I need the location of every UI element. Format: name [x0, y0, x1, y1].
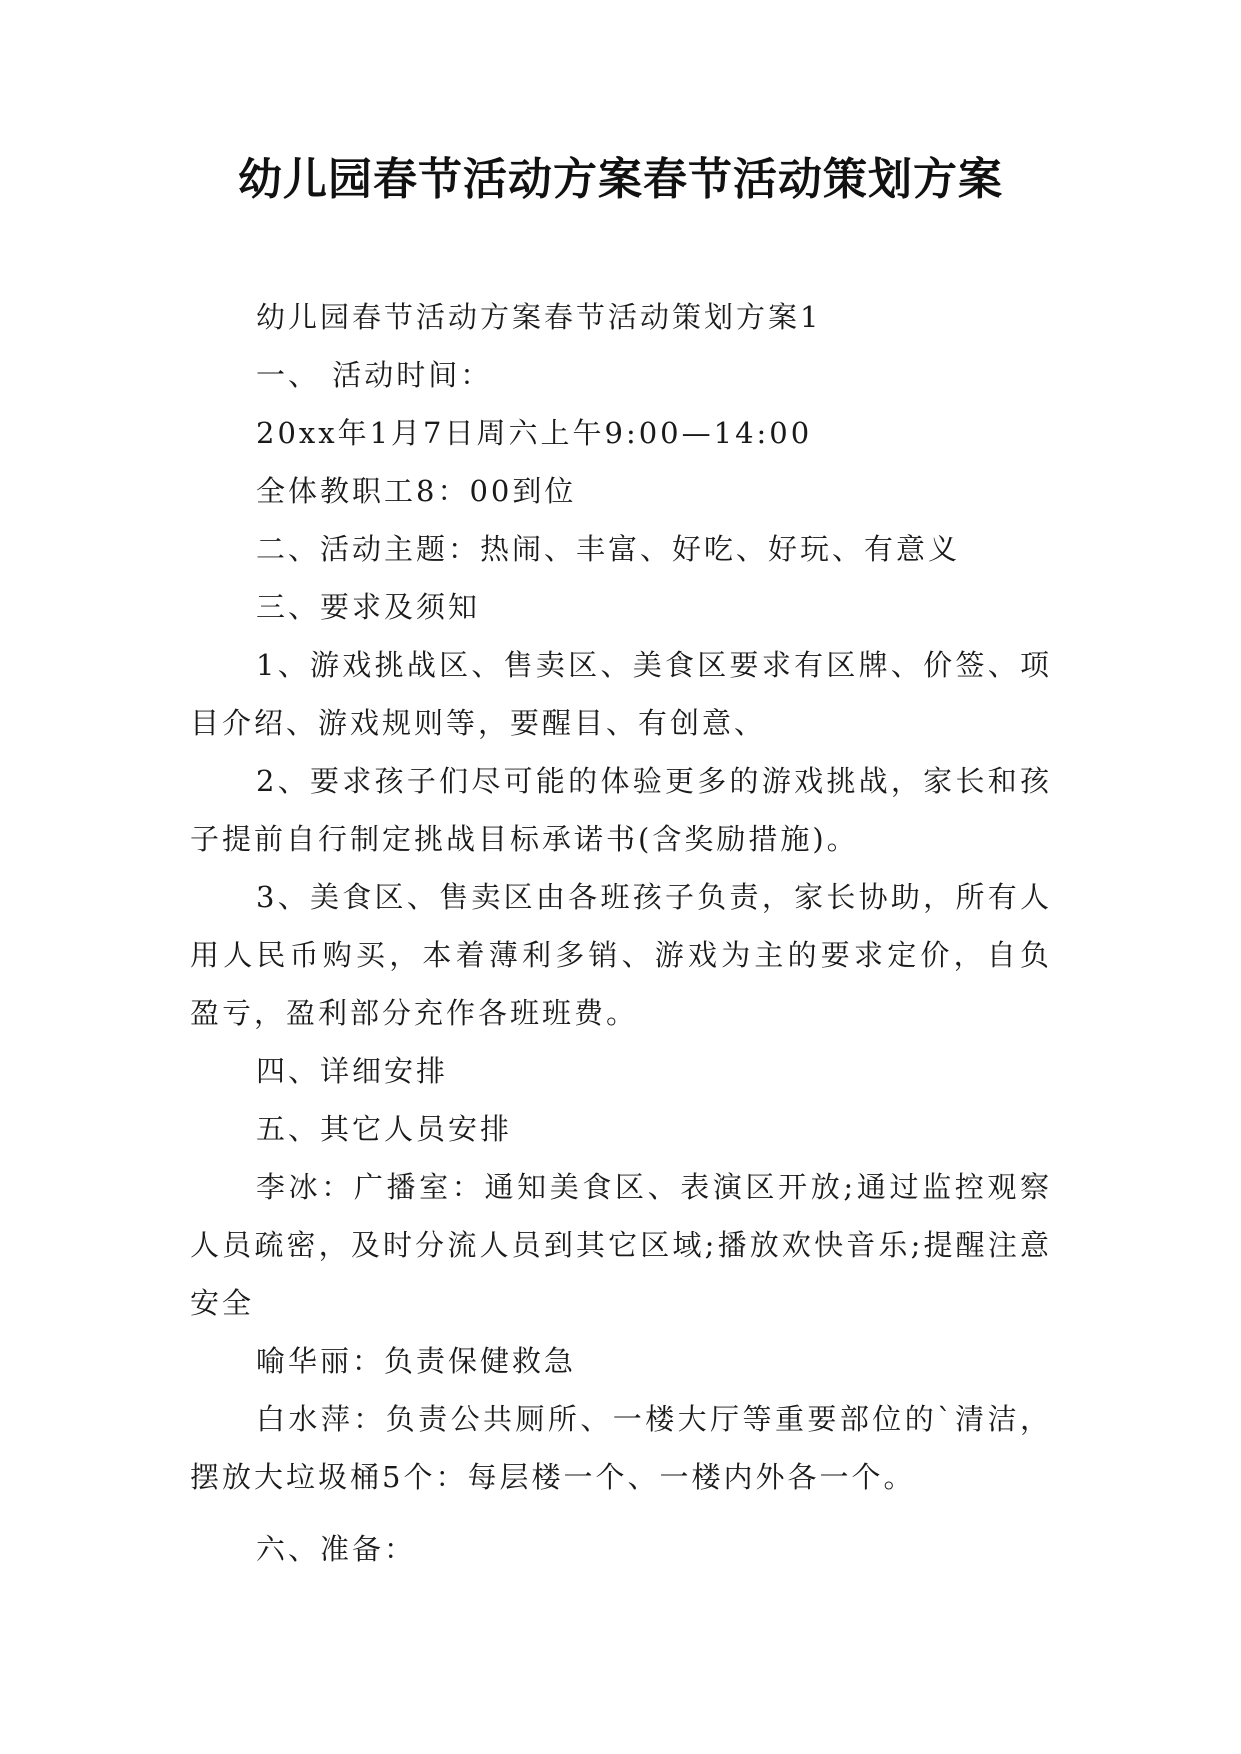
- paragraph-section-preparation: 六、准备：: [256, 1532, 417, 1566]
- paragraph-requirement-3: 3、美食区、售卖区由各班孩子负责，家长协助，所有人用人民币购买，本着薄利多销、游戏为主的要求定价，自负盈亏，盈利部分充作各班班费。: [190, 880, 1052, 1030]
- paragraph-section-requirements: 三、要求及须知: [256, 590, 481, 624]
- paragraph-section-details: 四、详细安排: [256, 1054, 449, 1088]
- paragraph-date-time: 20xx年1月7日周六上午9:00—14:00: [256, 416, 813, 450]
- paragraph-plan-heading: 幼儿园春节活动方案春节活动策划方案1: [256, 300, 822, 334]
- paragraph-section-staff: 五、其它人员安排: [256, 1112, 513, 1146]
- paragraph-section-theme: 二、活动主题：热闹、丰富、好吃、好玩、有意义: [256, 532, 961, 566]
- paragraph-staff-bai-shuiping: 白水萍：负责公共厕所、一楼大厅等重要部位的`清洁，摆放大垃圾桶5个：每层楼一个、一楼内外各一个。: [190, 1402, 1052, 1494]
- document-body: [190, 288, 1052, 1578]
- paragraph-staff-arrival: 全体教职工8：00到位: [256, 474, 577, 508]
- paragraph-requirement-2: 2、要求孩子们尽可能的体验更多的游戏挑战，家长和孩子提前自行制定挑战目标承诺书(含奖励措施)。: [190, 764, 1052, 856]
- paragraph-requirement-1: 1、游戏挑战区、售卖区、美食区要求有区牌、价签、项目介绍、游戏规则等，要醒目、有创意、: [190, 648, 1052, 740]
- paragraph-section-time: 一、 活动时间：: [256, 358, 493, 392]
- paragraph-staff-yu-huali: 喻华丽：负责保健救急: [256, 1344, 577, 1378]
- paragraph-staff-li-bing: 李冰：广播室：通知美食区、表演区开放;通过监控观察人员疏密，及时分流人员到其它区域;播放欢快音乐;提醒注意安全: [190, 1170, 1052, 1320]
- document-title: 幼儿园春节活动方案春节活动策划方案: [238, 154, 1003, 205]
